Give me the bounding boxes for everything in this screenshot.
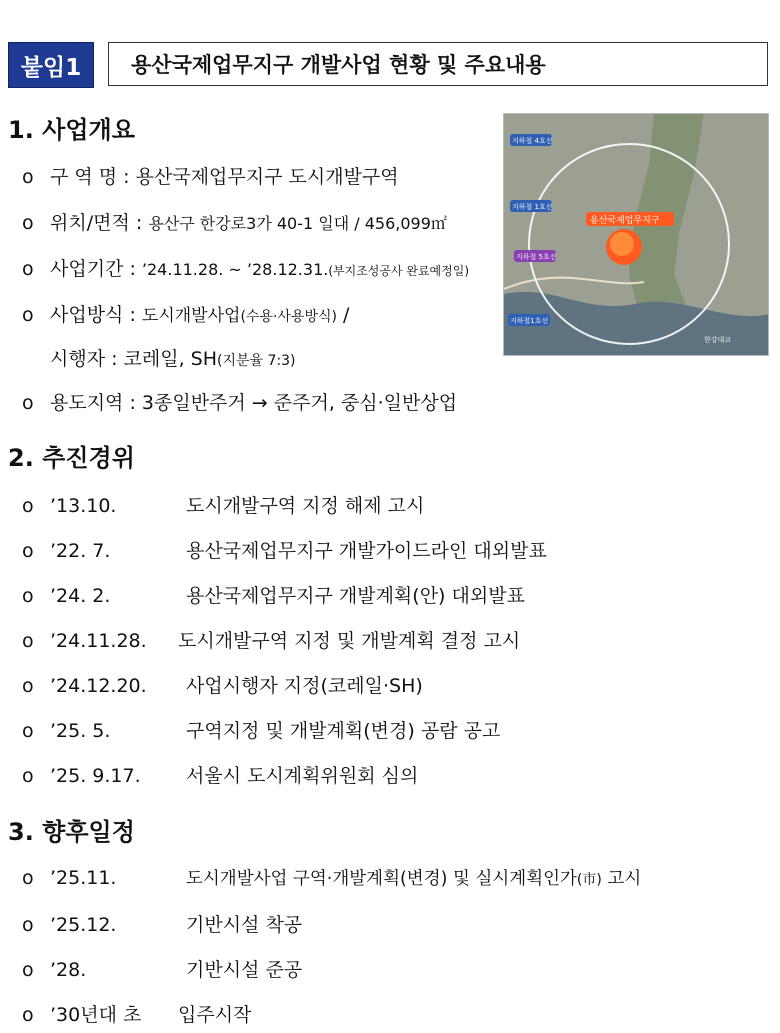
schedule-text: 기반시설 착공 — [186, 914, 303, 936]
schedule-item — [22, 1000, 251, 1027]
bullet: o — [22, 959, 34, 981]
history-text: 구역지정 및 개발계획(변경) 공람 공고 — [186, 720, 501, 742]
history-item — [22, 716, 500, 743]
history-date: ’24.12.20. — [50, 675, 147, 697]
method-tail: / — [336, 304, 350, 326]
bullet: o — [22, 1004, 34, 1026]
bullet: o — [22, 867, 34, 889]
schedule-date: ’28. — [50, 959, 87, 981]
schedule-text: 도시개발사업 구역·개발계획(변경) 및 실시계획인가 — [186, 869, 577, 889]
schedule-text: 기반시설 준공 — [186, 959, 303, 981]
operator-note: (지분율 7:3) — [217, 353, 296, 369]
history-item — [22, 536, 547, 563]
history-date: ’22. 7. — [50, 540, 111, 562]
history-item — [22, 581, 525, 608]
bullet: o — [22, 392, 34, 414]
schedule-tail: 고시 — [601, 869, 642, 889]
zoning-label: 용도지역 : — [50, 392, 136, 414]
overview-location — [22, 208, 447, 235]
history-date: ’24. 2. — [50, 585, 111, 607]
map-label-line1: 지하철 1호선 — [512, 203, 553, 211]
method-note: (수용·사용방식) — [240, 309, 337, 325]
document-header — [8, 42, 768, 88]
bullet: o — [22, 585, 34, 607]
schedule-text: 입주시작 — [178, 1004, 252, 1026]
operator-value: 시행자 : 코레일, SH — [50, 348, 218, 370]
schedule-item — [22, 910, 302, 937]
history-text: 용산국제업무지구 개발가이드라인 대외발표 — [186, 540, 547, 562]
site-map — [503, 113, 769, 356]
location-value: 용산구 한강로3가 40-1 일대 / 456,099㎡ — [148, 214, 447, 233]
period-label: 사업기간 : — [50, 258, 136, 280]
map-label-line5: 지하철 5호선 — [516, 253, 557, 261]
history-date: ’13.10. — [50, 495, 117, 517]
location-label: 위치/면적 : — [50, 212, 143, 234]
schedule-date: ’25.12. — [50, 914, 117, 936]
map-label-line4: 지하철 4호선 — [512, 137, 553, 145]
history-text: 사업시행자 지정(코레일·SH) — [186, 675, 423, 697]
schedule-date: ’25.11. — [50, 867, 117, 889]
section-title-overview: 1. 사업개요 — [8, 116, 135, 144]
schedule-item — [22, 955, 302, 982]
section-title-history: 2. 추진경위 — [8, 444, 135, 472]
map-label-bridge: 한강대교 — [704, 336, 732, 344]
bullet: o — [22, 212, 34, 234]
area-name-label: 구 역 명 : — [50, 166, 130, 188]
bullet: o — [22, 540, 34, 562]
attachment-badge: 붙임1 — [8, 42, 94, 88]
bullet: o — [22, 258, 34, 280]
document-title: 용산국제업무지구 개발사업 현황 및 주요내용 — [108, 42, 768, 86]
history-text: 도시개발구역 지정 및 개발계획 결정 고시 — [178, 630, 521, 652]
method-label: 사업방식 : — [50, 304, 136, 326]
bullet: o — [22, 675, 34, 697]
method-value: 도시개발사업 — [141, 306, 241, 326]
overview-area-name — [22, 162, 399, 189]
history-item — [22, 671, 423, 698]
overview-zoning — [22, 388, 457, 415]
zoning-value: 3종일반주거 → 준주거, 중심·일반상업 — [141, 392, 458, 414]
history-text: 용산국제업무지구 개발계획(안) 대외발표 — [186, 585, 525, 607]
history-item — [22, 761, 418, 788]
period-note: (부지조성공사 완료예정일) — [328, 264, 470, 278]
history-date: ’25. 5. — [50, 720, 111, 742]
schedule-note: (市) — [576, 872, 602, 888]
overview-method — [22, 300, 349, 327]
bullet: o — [22, 630, 34, 652]
history-item — [22, 626, 520, 653]
bullet: o — [22, 495, 34, 517]
section-title-schedule: 3. 향후일정 — [8, 818, 135, 846]
period-value: ’24.11.28. ~ ’28.12.31. — [141, 260, 329, 279]
history-date: ’24.11.28. — [50, 630, 147, 652]
bullet: o — [22, 765, 34, 787]
history-text: 서울시 도시계획위원회 심의 — [186, 765, 419, 787]
map-label-site: 용산국제업무지구 — [590, 216, 660, 226]
site-map-image — [504, 114, 769, 356]
bullet: o — [22, 914, 34, 936]
bullet: o — [22, 166, 34, 188]
history-item — [22, 491, 424, 518]
schedule-date: ’30년대 초 — [50, 1004, 142, 1026]
overview-period — [22, 254, 469, 281]
area-name-value: 용산국제업무지구 도시개발구역 — [135, 166, 399, 188]
schedule-item — [22, 865, 641, 890]
bullet: o — [22, 304, 34, 326]
history-text: 도시개발구역 지정 해제 고시 — [186, 495, 425, 517]
bullet: o — [22, 720, 34, 742]
history-date: ’25. 9.17. — [50, 765, 141, 787]
overview-operator — [50, 344, 296, 371]
map-label-line1-south: 지하철1호선 — [510, 317, 549, 325]
